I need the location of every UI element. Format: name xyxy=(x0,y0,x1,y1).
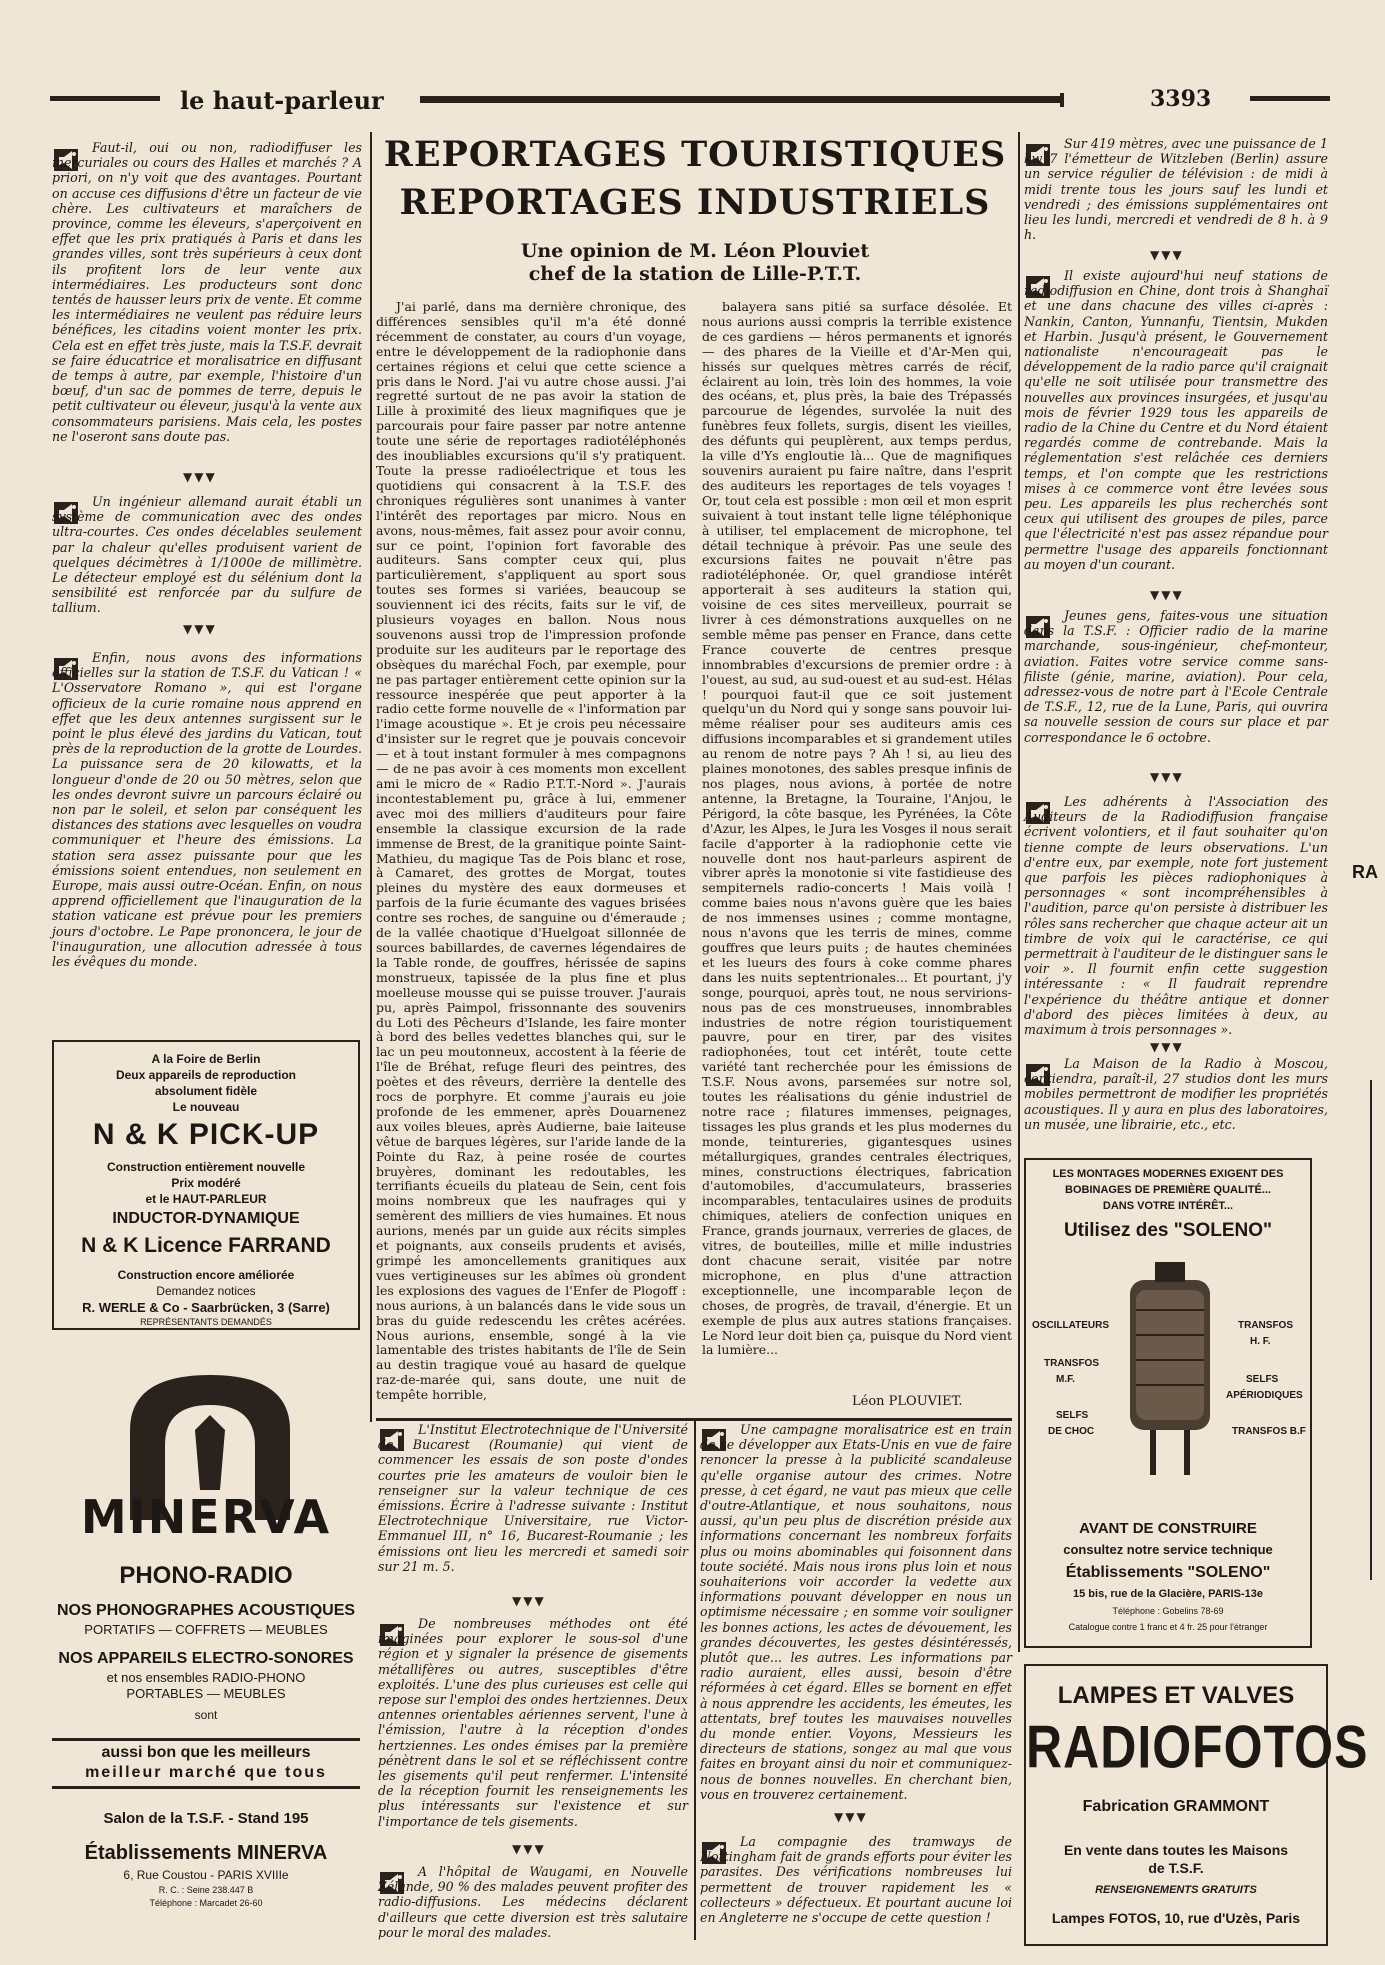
brief-presse-crimes: Une campagne moralisatrice est en train de se développer aux Etats-Unis en vue de faire renoncer la presse à la publicité scandaleuse qu'elle organise autour des crimes. Notre presse, à cet égard, ne vaut pas mieux que celle d'outre-Atlantique, et nous souhaitons, nous aussi, qu'un peu plus de discrétion préside aux informations concernant les nombreux forfaits plus ou moins abominables qui foisonnent dans toute société. Mais nous irons plus loin et nous souhaiterions voir accorder la vedette aux informations pouvant développer en nous un optimisme nécessaire ; en somme voir souligner les bonnes actions, les actes de dévouement, les grandes découvertes, les gestes désintéressés, plutôt que... les autres. Les informations par radio auraient, elles aussi, besoin d'être réformées à cet égard. Elles se bornent en effet à nous apprendre les accidents, les émeutes, les attentats, bref toutes les mauvaises nouvelles du monde entier. Voyons, Messieurs les directeurs de stations, songez au mal que vous faites en broyant ainsi du noir et communiquez-nous de bonnes nouvelles. En cherchant bien, vous en trouverez certainement. xyxy=(700,1422,1012,1802)
ad-headline: Établissements "SOLENO" xyxy=(1065,1564,1271,1581)
brief-sous-sol: De nombreuses méthodes ont été imaginées pour explorer le sous-sol d'une région et y signaler la présence de gisements métallifères ou autres, susceptibles d'être exploités. L'une des plus curieuses est celle qui repose sur l'emploi des ondes hertziennes. Deux antennes orientables aériennes servent, l'une à l'émission, l'autre à la réception d'ondes hertziennes. Les ondes émises par la première pénètrent dans le sol et se réfléchissent contre les gisements qu'il peut renfermer. L'intensité de la réception fournit les renseignements les plus intéressants sur l'existence et sur l'importance de tels gisements. xyxy=(378,1616,688,1829)
ad-text: LES MONTAGES MODERNES EXIGENT DES xyxy=(1052,1168,1284,1180)
ad-text: Construction entièrement nouvelle xyxy=(106,1160,306,1174)
ad-text: TRANSFOS B.F xyxy=(1232,1426,1306,1437)
ad-headline: PHONO-RADIO xyxy=(119,1562,293,1589)
separator-ornament: ▼▼▼ xyxy=(183,622,217,636)
article-column-1: J'ai parlé, dans ma dernière chronique, des différences sensibles qu'il m'a été donné récemment de constater, au cours d'un voyage, entre le développement de la radiophonie dans certaines régions et celui que cette science a pris dans le Nord. J'ai vu autre chose aussi. J'ai regretté surtout de ne pas avoir la station de Lille à proximité des lieux magnifiques que je parcourais pour faire passer par notre antenne toute une série de reportages radiotéléphonés des inoubliables excursions qu'il s'y pratiquent. Toute la presse radioélectrique et tous les quotidiens qui consacrent à la T.S.F. des chroniques régulières sont unanimes à vanter l'intérêt des reportages par micro. Nous en avons, nous-mêmes, fait assez pour avoir connu, sur ce point, l'opinion fort favorable des auditeurs. Sans compter ceux qui, plus particulièrement, s'appliquent au sport sous toutes ses formes si variées, beaucoup se souviennent ici des récits, faits sur le vif, de plusieurs voyages en ballon. Nous nous souvenons aussi trop de l'impression profonde produite sur les auditeurs par le reportage des obsèques du maréchal Foch, par exemple, pour ne pas partager entièrement cette opinion sur la ressource inespérée que peut apporter à la radio cette forme nouvelle de « l'information par l'image acoustique ». Et je crois peu nécessaire d'insister sur le regret que je pouvais concevoir — et à tout instant formuler à mes compagnons — de ne pas avoir à ces moments mon excellent ami le micro de « Radio P.T.T.-Nord ». J'aurais incontestablement pu, grâce à lui, emmener avec moi des milliers d'auditeurs pour faire ensemble la classique excursion de la rade immense de Brest, de la granitique pointe Saint-Mathieu, du magique Tas de Pois blanc et rose, à Camaret, des grottes de Morgat, toutes pleines du mystère des eaux dormeuses et parfois de la furie écumante des vagues brisées contre ses roches, de sanguine ou d'émeraude ; de la vallée chaotique d'Huelgoat sillonnée de sources babillardes, de cavernes légendaires de la Table ronde, de gouffres, hérissée de sapins monstrueux, tapissée de la plus fine et plus moelleuse mousse qui se puisse trouver. J'aurais pu, après Paimpol, frissonnante des souvenirs du Loti des Pêcheurs d'Islande, les faire monter à bord des belles vedettes blanches qui, sur le lac un peu moutonneux, accostent à la féerie de l'île de Bréhat, refuge fleuri des peintres, des poètes et des rêveurs, derrière la dentelle des rocs de porphyre. Et comme j'aurais eu joie profonde de les emmener, après Douarnenez aux voiles bleues, après Audierne, baie laiteuse vêtue de barques légères, sur l'aride lande de la Pointe du Raz, à peine rosée de courtes bruyères, dominant les redoutables, les terrifiants écueils du plateau de Sein, cent fois moins nombreux que les naufrages qui y semèrent des milliers de vies humaines. Et nous aurions, menés par un guide aux récits simples et poignants, aux conseils prudents et avisés, grimpé les amoncellements granitiques aux vues vertigineuses sur les abîmes où grondent les explosions des vagues de l'Enfer de Plogoff : nous aurions, à un balancés dans le vide sous un bras du guide redescendu les crêtes acérées. Nous aurions, ensemble, songé à la vie lamentable des tristes habitants de l'île de Sein au destin tragique voué au hasard de quelque raz-de-marée qui, sans doute, une nuit de tempête horrible, xyxy=(376,300,686,1403)
column-rule xyxy=(370,132,372,1422)
ad-text: et nos ensembles RADIO-PHONO xyxy=(106,1670,306,1685)
coil-illustration xyxy=(1120,1260,1220,1480)
ad-text: TRANSFOS xyxy=(1238,1320,1293,1331)
ad-text: Demandez notices xyxy=(156,1284,256,1298)
ad-headline: LAMPES ET VALVES xyxy=(1057,1682,1295,1709)
ad-text: Catalogue contre 1 franc et 4 fr. 25 pour l'étranger xyxy=(1068,1622,1268,1632)
ad-radiofotos xyxy=(1024,1664,1369,1946)
margin-rule xyxy=(1370,1080,1372,1580)
header-rule-left xyxy=(50,96,160,101)
ad-text: NOS PHONOGRAPHES ACOUSTIQUES xyxy=(56,1602,356,1619)
article-column-2: balayera sans pitié sa surface désolée. Et nous aurions aussi compris la terrible existence de ces gardiens — héros permanents et ignorés — des phares de la Vieille et d'Ar-Men qui, hissés sur quelques mètres carrés de récif, éclairent au loin, très loin des hommes, la voie des océans, et, plus près, la baie des Trépassés parcourue de légendes, survolée la nuit des funèbres feux follets, surgis, disent les vieilles, des défunts qui peuplèrent, aux temps perdus, la ville d'Ys engloutie là... Que de magnifiques souvenirs auraient pu faire naître, dans l'esprit des auditeurs les reportages de tels voyages ! Or, tout cela est possible : mon œil et mon esprit suivaient à tout instant telle ligne téléphonique à utiliser, tel emplacement de microphone, tel détail technique à prévoir. Pas une seule des excursions faites ne pouvait n'être pas radiotéléphonée. Or, quel grandiose intérêt apporterait à ses auditeurs la station qui, voisine de ces sites merveilleux, pourrait se livrer à ces démonstrations auxquelles on ne semble même pas penser en France, dans cette France couverte de centres presque innombrables d'excursions de premier ordre : à l'ouest, au sud, au sud-ouest et au sud-est. Hélas ! pourquoi faut-il que ce soit justement quelqu'un du Nord qui y songe sans pouvoir lui-même réaliser pour ses auditeurs amis ces diffusions incomparables et si grandement utiles au renom de notre pays ? Ah ! si, au lieu des plaines monotones, des sables presque infinis de nos plages, nous avions, à portée de notre antenne, la Bretagne, la Touraine, l'Anjou, le Périgord, la côte basque, les Pyrénées, la Côte d'Azur, les Alpes, le Jura les Vosges il nous serait facile d'apporter à la radiophonie cette vie nouvelle dont nos haut-parleurs aspirent de vibrer après la monotonie si vite fastidieuse des sempiternels radio-concerts ! Mais voilà ! comme baies nous n'avons guère que les baies de nos immenses usines ; comme montagne, nous n'avons que les terris de mines, comme gouffres que leurs puits ; de hautes cheminées et les lueurs des fours à coke comme phares dans les nuits septentrionales... Et pourtant, j'y songe, pourquoi, après tout, ne nous servirions-nous pas de ces monstrueuses, innombrables industries de notre région touristiquement pauvre, pour en tirer, par des visites radiophonées, tout cet intérêt, toute cette variété tant recherchée pour les émissions de T.S.F. Nous avons, parsemées sur notre sol, toutes les réalisations du génie industriel de notre race ; filatures immenses, peignages, tissages les plus grands et les plus modernes du monde, teintureries, gigantesques usines métallurgiques, grandes centrales électriques, mines, constructions électriques, fabrication d'automobiles, d'accumulateurs, brasseries incomparables, tentaculaires usines de produits chimiques, ateliers de confection uniques en France, grands journaux, verreries de glaces, de vitres, de bouteilles, mille et mille industries dont chacune serait, visitée par notre microphone, en plus d'une attraction exceptionnelle, une incomparable leçon de choses, de progrès, de travail, d'énergie. Et un exemple de plus aux autres stations françaises. Le Nord leur doit bien ça, puisque du Nord vient la lumière... xyxy=(702,300,1012,1358)
ad-text: RENSEIGNEMENTS GRATUITS xyxy=(1095,1884,1257,1896)
ad-text: Téléphone : Marcadet 26-60 xyxy=(149,1898,263,1908)
headline-sub-1: Une opinion de M. Léon Plouviet xyxy=(520,240,870,262)
column-rule xyxy=(694,1420,696,1940)
ad-text: INDUCTOR-DYNAMIQUE xyxy=(112,1210,300,1227)
ad-text: SELFS xyxy=(1056,1410,1089,1421)
ad-text: SELFS xyxy=(1246,1374,1279,1385)
separator-ornament: ▼▼▼ xyxy=(512,1594,546,1608)
separator-ornament: ▼▼▼ xyxy=(834,1810,868,1824)
headline-line-2: REPORTAGES INDUSTRIELS xyxy=(399,182,991,223)
column-rule xyxy=(1018,132,1020,1652)
ad-text: Construction encore améliorée xyxy=(117,1268,295,1282)
ad-text: DANS VOTRE INTÉRÊT... xyxy=(1102,1200,1234,1212)
ad-text: Deux appareils de reproduction xyxy=(115,1068,297,1082)
left-brief-mercuriales: Faut-il, oui ou non, radiodiffuser les mercuriales ou cours des Halles et marchés ? A priori, on n'y voit que des avantages. Pourtant on accuse ces diffusions d'être un facteur de vie chère. Les cultivateurs et maraîchers de province, comme les éleveurs, s'aperçoivent en effet que les prix pratiqués à Paris et dans les grandes villes, sont très supérieurs à ceux dont ils profitent lors de leur vente aux intermédiaires. Les producteurs sont donc tentés de hausser leurs prix de vente. Et comme les intermédiaires ne veulent pas réduire leurs bénéfices, les citadins voient monter les prix. Cela est en effet très juste, mais la T.S.F. devrait se faire éducatrice et moralisatrice en diffusant de temps à autre, par exemple, l'histoire d'un bœuf, d'un sac de pommes de terre, depuis le petit cultivateur ou éleveur, jusqu'à la vente aux consommateurs parisiens. Mais cela, les postes ne l'oseront sans doute pas. xyxy=(52,140,362,444)
headline-sub-2: chef de la station de Lille-P.T.T. xyxy=(528,263,862,285)
ad-text: aussi bon que les meilleurs xyxy=(101,1744,311,1761)
ad-text: meilleur marché que tous xyxy=(85,1764,327,1781)
ad-headline: RADIOFOTOS xyxy=(1026,1713,1369,1781)
ad-text: de T.S.F. xyxy=(1148,1860,1204,1876)
ad-minerva xyxy=(52,1370,360,1910)
ad-text: BOBINAGES DE PREMIÈRE QUALITÉ... xyxy=(1065,1184,1271,1196)
ad-text: APÉRIODIQUES xyxy=(1226,1390,1303,1401)
left-brief-ultra-courtes: Un ingénieur allemand aurait établi un système de communication avec des ondes ultra-courtes. Ces ondes décelables seulement par la chaleur qu'elles produisent varient de quelques décimètres à 1/1000e de millimètre. Le détecteur employé est du sélénium dont la sensibilité est renforcée par du sulfure de tallium. xyxy=(52,494,362,616)
brief-jeunes-gens: Jeunes gens, faites-vous une situation dans la T.S.F. : Officier radio de la marine marchande, sous-ingénieur, chef-monteur, aviation. Faites votre service comme sans-filiste (génie, marine, aviation). Pour cela, adressez-vous de notre part à l'Ecole Centrale de T.S.F., 12, rue de la Lune, Paris, qui ouvrira sa nouvelle session de cours sur place et par correspondance le 6 octobre. xyxy=(1024,608,1328,745)
ad-text: 6, Rue Coustou - PARIS XVIIIe xyxy=(123,1868,289,1882)
headline-line-1: REPORTAGES TOURISTIQUES xyxy=(383,134,1007,175)
left-brief-vatican: Enfin, nous avons des informations officielles sur la station de T.S.F. du Vatican ! « L'Osservatore Romano », qui est l'organe officieux de la curie romaine nous apprend en effet que les deux antennes surgissent sur le point le plus élevé des jardins du Vatican, tout près de la reproduction de la grotte de Lourdes. La puissance sera de 20 kilowatts, et la longueur d'onde de 20 ou 50 mètres, selon que les ondes devront suivre un parcours éclairé ou non par le soleil, et selon par conséquent les distances des stations avec lesquelles on voudra communiquer et l'heure des émissions. La station sera assez puissante pour que les émissions soient entendues, non seulement en Europe, mais aussi outre-Océan. Enfin, on nous apprend officiellement que l'inauguration de la station vaticane est prévue pour les premiers jours d'octobre. Le Pape prononcera, le jour de l'inauguration, une allocution adressée à tous les évêques du monde. xyxy=(52,650,362,970)
header-rule-tick xyxy=(1060,93,1064,107)
ad-headline: N & K PICK-UP xyxy=(92,1118,320,1151)
ad-divider xyxy=(52,1738,360,1741)
running-title: le haut-parleur xyxy=(180,86,384,115)
minerva-brand: MINERVA xyxy=(80,1490,332,1544)
ad-text: H. F. xyxy=(1250,1336,1271,1347)
brief-moscou: La Maison de la Radio à Moscou, contiendra, paraît-il, 27 studios dont les murs mobiles permettront de modifier les propriétés acoustiques. Il y aura en plus des laboratoires, un musée, une librairie, etc., etc. xyxy=(1024,1056,1328,1132)
header-rule-right xyxy=(1250,96,1330,101)
ad-text: PORTABLES — MEUBLES xyxy=(126,1686,286,1701)
ad-text: Fabrication GRAMMONT xyxy=(1082,1798,1270,1815)
ad-text: R. WERLE & Co - Saarbrücken, 3 (Sarre) xyxy=(82,1300,330,1315)
ad-text: OSCILLATEURS xyxy=(1032,1320,1110,1331)
brief-auditeurs: Les adhérents à l'Association des Auditeurs de la Radiodiffusion française écrivent volontiers, et il faut souhaiter qu'on tienne compte de leurs observations. L'un d'entre eux, par exemple, note fort justement que parfois les pièces radiophoniques à personnages « sont incompréhensibles à l'audition, parce qu'on persiste à distribuer les rôles sans rechercher que chaque acteur ait un timbre de voix qui le caractérise, ce qui permettrait à l'auditeur de le distinguer sans le voir ». Il fournit enfin cette suggestion intéressante : « Il faudrait reprendre l'expérience du théâtre antique et donner d'abord des pièces limitées à deux, au maximum à trois personnages ». xyxy=(1024,794,1328,1038)
brief-bucarest: L'Institut Electrotechnique de l'Université de Bucarest (Roumanie) qui vient de commencer les essais de son poste d'ondes courtes prie les amateurs de vouloir bien le renseigner sur la valeur technique de ces émissions. Écrire à l'adresse suivante : Institut Electrotechnique Universitaire, rue Victor-Emmanuel III, n° 16, Bucarest-Roumanie ; les émissions ont lieu les mercredi et samedi soir sur 21 m. 5. xyxy=(378,1422,688,1574)
brief-tramways: La compagnie des tramways de Nottingham fait de grands efforts pour éviter les parasites. Des vérifications nombreuses lui permettent de trouver rapidement les « collecteurs » défectueux. Et pourtant aucune loi en Angleterre ne s'occupe de cette question ! xyxy=(700,1834,1012,1926)
ad-headline: Établissements MINERVA xyxy=(84,1842,328,1864)
ad-soleno xyxy=(1024,1158,1312,1648)
ad-text: AVANT DE CONSTRUIRE xyxy=(1079,1520,1257,1537)
ad-text: DE CHOC xyxy=(1048,1426,1095,1437)
ad-text: et le HAUT-PARLEUR xyxy=(145,1192,267,1206)
ad-text: Lampes FOTOS, 10, rue d'Uzès, Paris xyxy=(1051,1910,1301,1926)
ad-divider xyxy=(52,1786,360,1789)
ad-text: TRANSFOS xyxy=(1044,1358,1099,1369)
ad-nk-pickup xyxy=(52,1040,360,1330)
ad-text: absolument fidèle xyxy=(154,1084,258,1098)
ad-text: 15 bis, rue de la Glacière, PARIS-13e xyxy=(1073,1588,1263,1600)
brief-chine: Il existe aujourd'hui neuf stations de radiodiffusion en Chine, dont trois à Shanghaï et une dans chacune des villes ci-après : Nankin, Canton, Yunnanfu, Tientsin, Mukden et Harbin. Jusqu'à présent, le Gouvernement nationaliste n'encourageait pas le développement de la radio parce qu'il craignait qu'elle ne soit utilisée pour transmettre des nouvelles aux provinces insurgées, et jusqu'au mois de février 1929 tous les appareils de radio de la Chine du Centre et du Nord étaient regardés comme de contrebande. Mais la réglementation s'est relâchée ces derniers temps, et l'on compte que les restrictions mises à ce commerce vont être levées sous peu. Les appareils les plus recherchés sont ceux qui utilisent des groupes de piles, parce que l'électricité n'est pas assez répandue pour permettre l'usage des appareils fonctionnant au moyen d'un courant. xyxy=(1024,268,1328,572)
ad-text: En vente dans toutes les Maisons xyxy=(1063,1842,1289,1858)
brief-witzleben: Sur 419 mètres, avec une puissance de 1 kw 7 l'émetteur de Witzleben (Berlin) assure un service régulier de télévision : de midi à midi trente tous les jours sauf les lundi et vendredi ; des émissions supplémentaires ont lieu les lundi, mercredi et vendredi de 8 h. à 9 h. xyxy=(1024,136,1328,243)
ad-text: Prix modéré xyxy=(171,1176,241,1190)
margin-fragment: RA xyxy=(1352,862,1378,882)
ad-text: REPRÉSENTANTS DEMANDÉS xyxy=(140,1317,272,1327)
ad-text: A la Foire de Berlin xyxy=(151,1052,261,1066)
ad-text: sont xyxy=(194,1708,218,1722)
separator-ornament: ▼▼▼ xyxy=(1150,248,1184,262)
ad-text: M.F. xyxy=(1056,1374,1075,1385)
separator-ornament: ▼▼▼ xyxy=(1150,770,1184,784)
separator-ornament: ▼▼▼ xyxy=(183,470,217,484)
ad-text: Le nouveau xyxy=(172,1100,240,1114)
page-number: 3393 xyxy=(1150,86,1212,112)
ad-text: NOS APPAREILS ELECTRO-SONORES xyxy=(58,1650,354,1667)
separator-ornament: ▼▼▼ xyxy=(1150,1040,1184,1054)
ad-headline: N & K Licence FARRAND xyxy=(81,1234,331,1257)
ad-text: Salon de la T.S.F. - Stand 195 xyxy=(103,1810,309,1827)
ad-text: consultez notre service technique xyxy=(1063,1542,1273,1557)
ad-headline: Utilisez des "SOLENO" xyxy=(1063,1220,1273,1241)
brief-waugami: A l'hôpital de Waugami, en Nouvelle Zélande, 90 % des malades peuvent profiter des radio-diffusions. Les médecins déclarent d'ailleurs que cette diversion est très salutaire pour le moral des malades. xyxy=(378,1864,688,1940)
header-rule-main xyxy=(420,96,1060,103)
article-signature: Léon PLOUVIET. xyxy=(852,1394,963,1409)
ad-text: PORTATIFS — COFFRETS — MEUBLES xyxy=(84,1622,328,1637)
separator-ornament: ▼▼▼ xyxy=(1150,588,1184,602)
separator-ornament: ▼▼▼ xyxy=(512,1842,546,1856)
ad-text: Téléphone : Gobelins 78-69 xyxy=(1112,1606,1224,1616)
ad-text: R. C. : Seine 238.447 B xyxy=(158,1885,254,1895)
